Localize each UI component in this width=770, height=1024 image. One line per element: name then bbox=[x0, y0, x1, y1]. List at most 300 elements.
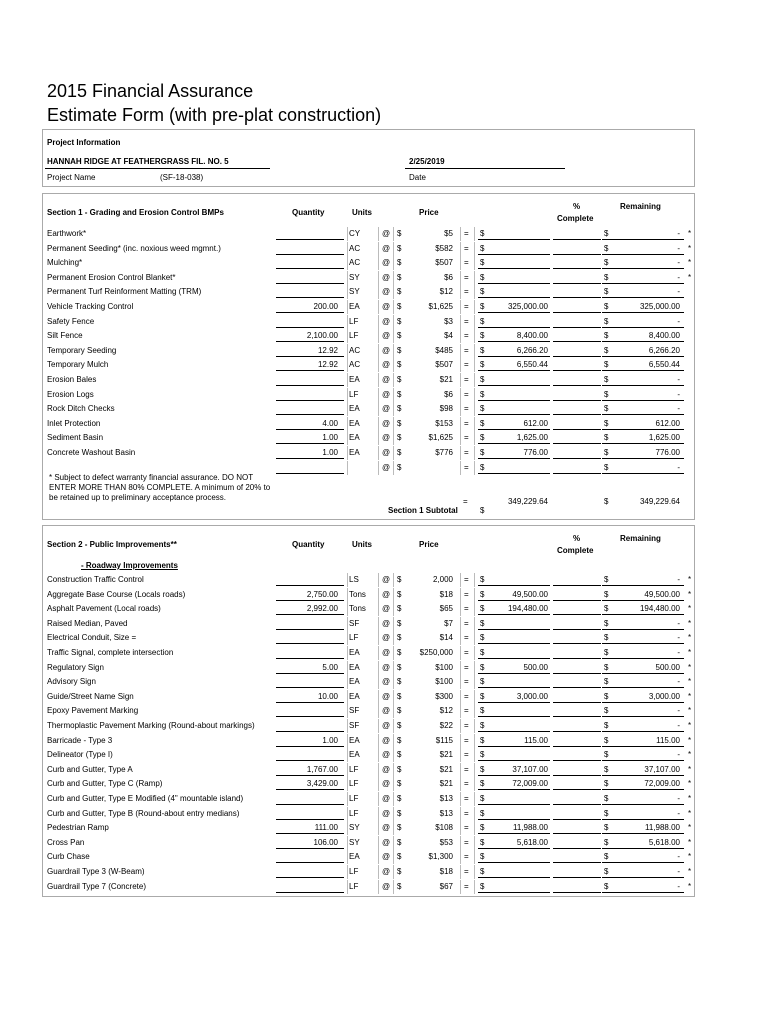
complete-field-line bbox=[553, 789, 601, 790]
row-item: Earthwork* bbox=[47, 229, 87, 238]
table-row bbox=[0, 573, 770, 587]
column-divider bbox=[347, 402, 348, 416]
row-item: Silt Fence bbox=[47, 331, 83, 341]
complete-field-line bbox=[553, 848, 601, 849]
row-remaining: 194,480.00 bbox=[639, 604, 680, 614]
total-field-line bbox=[478, 370, 550, 371]
row-item: Guardrail Type 7 (Concrete) bbox=[47, 881, 147, 891]
row-quantity: 1.00 bbox=[322, 448, 338, 457]
column-divider bbox=[393, 850, 394, 864]
at-symbol: @ bbox=[382, 735, 391, 745]
remaining-dollar: $ bbox=[604, 331, 609, 341]
row-remaining: 115.00 bbox=[656, 735, 680, 745]
row-star: * bbox=[688, 808, 692, 818]
column-divider bbox=[393, 763, 394, 777]
row-units: AC bbox=[349, 243, 361, 253]
price-dollar: $ bbox=[397, 735, 402, 745]
total-field-line bbox=[478, 414, 550, 415]
quantity-field-line bbox=[276, 775, 344, 776]
row-star: * bbox=[688, 691, 692, 701]
column-divider bbox=[460, 588, 461, 602]
at-symbol: @ bbox=[382, 229, 391, 238]
table-row bbox=[0, 646, 770, 660]
table-row bbox=[0, 661, 770, 675]
equals-symbol: = bbox=[464, 677, 469, 687]
project-date-label: Date bbox=[409, 173, 426, 182]
table-row bbox=[0, 242, 770, 256]
section1-col-quantity: Quantity bbox=[292, 208, 325, 217]
column-divider bbox=[460, 446, 461, 460]
column-divider bbox=[460, 719, 461, 733]
row-price: $13 bbox=[439, 808, 453, 818]
table-row bbox=[0, 256, 770, 270]
column-divider bbox=[378, 588, 379, 602]
complete-field-line bbox=[553, 746, 601, 747]
remaining-field-line bbox=[602, 585, 684, 586]
column-divider bbox=[474, 865, 475, 879]
equals-symbol: = bbox=[464, 272, 469, 282]
row-remaining: - bbox=[677, 808, 680, 818]
column-divider bbox=[474, 461, 475, 475]
row-remaining: - bbox=[677, 633, 680, 643]
quantity-field-line bbox=[276, 731, 344, 732]
section2-col-quantity: Quantity bbox=[292, 540, 325, 549]
total-field-line bbox=[478, 789, 550, 790]
row-item: Temporary Seeding bbox=[47, 345, 117, 355]
column-divider bbox=[347, 242, 348, 256]
column-divider bbox=[347, 850, 348, 864]
row-quantity: 12.92 bbox=[317, 360, 338, 370]
total-field-line bbox=[478, 327, 550, 328]
row-price: $7 bbox=[444, 618, 453, 628]
remaining-dollar: $ bbox=[604, 389, 609, 399]
row-price: $6 bbox=[444, 272, 453, 282]
column-divider bbox=[393, 690, 394, 704]
column-divider bbox=[474, 402, 475, 416]
column-divider bbox=[378, 315, 379, 329]
equals-symbol: = bbox=[464, 331, 469, 341]
equals-symbol: = bbox=[464, 589, 469, 599]
table-row bbox=[0, 675, 770, 689]
row-item: Aggregate Base Course (Locals roads) bbox=[47, 589, 186, 599]
at-symbol: @ bbox=[382, 302, 391, 311]
row-star: * bbox=[688, 272, 692, 282]
at-symbol: @ bbox=[382, 589, 391, 599]
column-divider bbox=[460, 431, 461, 445]
row-remaining: 325,000.00 bbox=[639, 302, 680, 311]
row-total: 1,625.00 bbox=[516, 433, 548, 443]
column-divider bbox=[393, 602, 394, 616]
row-star: * bbox=[688, 589, 692, 599]
complete-field-line bbox=[553, 877, 601, 878]
row-remaining: - bbox=[677, 272, 680, 282]
column-divider bbox=[474, 748, 475, 762]
price-dollar: $ bbox=[397, 302, 402, 311]
column-divider bbox=[393, 344, 394, 358]
total-dollar: $ bbox=[480, 418, 485, 428]
remaining-dollar: $ bbox=[604, 823, 609, 833]
row-units: SF bbox=[349, 721, 360, 730]
quantity-field-line bbox=[276, 283, 344, 284]
column-divider bbox=[378, 242, 379, 256]
column-divider bbox=[474, 704, 475, 718]
remaining-dollar: $ bbox=[604, 258, 609, 268]
column-divider bbox=[393, 315, 394, 329]
row-total: 325,000.00 bbox=[507, 302, 548, 311]
column-divider bbox=[393, 373, 394, 387]
row-item: Traffic Signal, complete intersection bbox=[47, 648, 174, 657]
total-dollar: $ bbox=[480, 389, 485, 399]
total-field-line bbox=[478, 268, 550, 269]
column-divider bbox=[460, 417, 461, 431]
remaining-dollar: $ bbox=[604, 881, 609, 891]
row-total: 49,500.00 bbox=[512, 589, 548, 599]
total-dollar: $ bbox=[480, 721, 485, 730]
equals-symbol: = bbox=[464, 462, 469, 472]
column-divider bbox=[393, 734, 394, 748]
section2-col-complete: Complete bbox=[557, 546, 594, 555]
row-price: $507 bbox=[435, 360, 453, 370]
row-item: Regulatory Sign bbox=[47, 662, 104, 672]
remaining-field-line bbox=[602, 848, 684, 849]
column-divider bbox=[393, 300, 394, 314]
complete-field-line bbox=[553, 443, 601, 444]
row-quantity: 200.00 bbox=[313, 302, 338, 311]
row-price: $67 bbox=[439, 881, 453, 891]
row-item: Curb and Gutter, Type A bbox=[47, 764, 133, 774]
remaining-field-line bbox=[602, 370, 684, 371]
at-symbol: @ bbox=[382, 764, 391, 774]
quantity-field-line bbox=[276, 312, 344, 313]
total-dollar: $ bbox=[480, 462, 485, 472]
remaining-dollar: $ bbox=[604, 618, 609, 628]
remaining-field-line bbox=[602, 819, 684, 820]
column-divider bbox=[460, 388, 461, 402]
total-dollar: $ bbox=[480, 779, 485, 789]
table-row bbox=[0, 880, 770, 894]
column-divider bbox=[474, 388, 475, 402]
at-symbol: @ bbox=[382, 331, 391, 341]
total-field-line bbox=[478, 297, 550, 298]
row-star: * bbox=[688, 618, 692, 628]
total-field-line bbox=[478, 356, 550, 357]
total-dollar: $ bbox=[480, 258, 485, 268]
row-item: Pedestrian Ramp bbox=[47, 823, 109, 833]
remaining-dollar: $ bbox=[604, 272, 609, 282]
remaining-field-line bbox=[602, 283, 684, 284]
complete-field-line bbox=[553, 356, 601, 357]
row-quantity: 10.00 bbox=[317, 691, 338, 701]
equals-symbol: = bbox=[464, 258, 469, 268]
column-divider bbox=[378, 602, 379, 616]
price-dollar: $ bbox=[397, 462, 402, 472]
row-price: $582 bbox=[435, 243, 453, 253]
column-divider bbox=[460, 256, 461, 270]
row-units: EA bbox=[349, 448, 360, 457]
row-units: LF bbox=[349, 794, 359, 803]
column-divider bbox=[378, 431, 379, 445]
at-symbol: @ bbox=[382, 794, 391, 803]
column-divider bbox=[347, 373, 348, 387]
column-divider bbox=[347, 748, 348, 762]
remaining-dollar: $ bbox=[604, 360, 609, 370]
project-date-value: 2/25/2019 bbox=[409, 157, 445, 166]
column-divider bbox=[474, 675, 475, 689]
row-price: $115 bbox=[435, 735, 453, 745]
quantity-field-line bbox=[276, 254, 344, 255]
equals-symbol: = bbox=[464, 867, 469, 876]
quantity-field-line bbox=[276, 833, 344, 834]
row-star: * bbox=[688, 633, 692, 643]
quantity-field-line bbox=[276, 458, 344, 459]
row-units: LF bbox=[349, 779, 359, 789]
column-divider bbox=[393, 719, 394, 733]
quantity-field-line bbox=[276, 746, 344, 747]
row-units: Tons bbox=[349, 589, 366, 599]
quantity-field-line bbox=[276, 414, 344, 415]
total-field-line bbox=[478, 473, 550, 474]
column-divider bbox=[378, 865, 379, 879]
row-total: 11,988.00 bbox=[513, 823, 548, 833]
price-dollar: $ bbox=[397, 360, 402, 370]
column-divider bbox=[474, 690, 475, 704]
total-field-line bbox=[478, 458, 550, 459]
row-price: $65 bbox=[439, 604, 453, 614]
equals-symbol: = bbox=[464, 375, 469, 384]
total-field-line bbox=[478, 400, 550, 401]
remaining-dollar: $ bbox=[604, 691, 609, 701]
complete-field-line bbox=[553, 385, 601, 386]
row-remaining: 612.00 bbox=[655, 418, 680, 428]
row-units: CY bbox=[349, 229, 361, 238]
total-field-line bbox=[478, 862, 550, 863]
total-field-line bbox=[478, 804, 550, 805]
column-divider bbox=[347, 836, 348, 850]
quantity-field-line bbox=[276, 862, 344, 863]
column-divider bbox=[474, 763, 475, 777]
column-divider bbox=[393, 358, 394, 372]
column-divider bbox=[378, 388, 379, 402]
at-symbol: @ bbox=[382, 867, 391, 876]
at-symbol: @ bbox=[382, 837, 391, 847]
row-item: Temporary Mulch bbox=[47, 360, 109, 370]
column-divider bbox=[347, 617, 348, 631]
table-row bbox=[0, 431, 770, 445]
row-remaining: - bbox=[677, 852, 680, 862]
total-field-line bbox=[478, 673, 550, 674]
remaining-field-line bbox=[602, 804, 684, 805]
remaining-field-line bbox=[602, 862, 684, 863]
quantity-field-line bbox=[276, 673, 344, 674]
equals-symbol: = bbox=[464, 750, 469, 760]
total-field-line bbox=[478, 848, 550, 849]
row-price: $5 bbox=[444, 229, 453, 238]
row-price: $1,625 bbox=[428, 302, 453, 311]
column-divider bbox=[378, 285, 379, 299]
row-remaining: - bbox=[677, 375, 680, 384]
row-quantity: 3,429.00 bbox=[306, 779, 338, 789]
equals-symbol: = bbox=[464, 618, 469, 628]
row-star: * bbox=[688, 648, 692, 657]
complete-field-line bbox=[553, 268, 601, 269]
table-row bbox=[0, 821, 770, 835]
column-divider bbox=[460, 631, 461, 645]
column-divider bbox=[393, 792, 394, 806]
quantity-field-line bbox=[276, 702, 344, 703]
row-item: Cross Pan bbox=[47, 837, 85, 847]
row-item: Erosion Logs bbox=[47, 389, 94, 399]
row-units: EA bbox=[349, 677, 360, 687]
row-units: Tons bbox=[349, 604, 366, 614]
row-remaining: - bbox=[677, 389, 680, 399]
total-field-line bbox=[478, 833, 550, 834]
price-dollar: $ bbox=[397, 243, 402, 253]
column-divider bbox=[347, 602, 348, 616]
row-item: Curb Chase bbox=[47, 852, 90, 862]
row-quantity: 2,992.00 bbox=[306, 604, 338, 614]
price-dollar: $ bbox=[397, 691, 402, 701]
column-divider bbox=[347, 227, 348, 241]
remaining-dollar: $ bbox=[604, 779, 609, 789]
column-divider bbox=[474, 242, 475, 256]
table-row bbox=[0, 631, 770, 645]
total-field-line bbox=[478, 239, 550, 240]
row-quantity: 4.00 bbox=[322, 418, 338, 428]
row-price: $485 bbox=[435, 345, 453, 355]
at-symbol: @ bbox=[382, 462, 391, 472]
column-divider bbox=[347, 704, 348, 718]
row-star: * bbox=[688, 662, 692, 672]
column-divider bbox=[347, 719, 348, 733]
column-divider bbox=[393, 821, 394, 835]
row-price: $21 bbox=[439, 764, 453, 774]
total-dollar: $ bbox=[480, 331, 485, 341]
complete-field-line bbox=[553, 585, 601, 586]
row-price: $53 bbox=[439, 837, 453, 847]
quantity-field-line bbox=[276, 716, 344, 717]
column-divider bbox=[347, 285, 348, 299]
quantity-field-line bbox=[276, 585, 344, 586]
quantity-field-line bbox=[276, 804, 344, 805]
row-total: 500.00 bbox=[523, 662, 548, 672]
quantity-field-line bbox=[276, 327, 344, 328]
complete-field-line bbox=[553, 804, 601, 805]
remaining-field-line bbox=[602, 327, 684, 328]
row-item: Raised Median, Paved bbox=[47, 618, 128, 628]
total-dollar: $ bbox=[480, 852, 485, 862]
row-item: Sediment Basin bbox=[47, 433, 104, 443]
remaining-dollar: $ bbox=[604, 662, 609, 672]
quantity-field-line bbox=[276, 429, 344, 430]
price-dollar: $ bbox=[397, 229, 402, 238]
remaining-dollar: $ bbox=[604, 837, 609, 847]
quantity-field-line bbox=[276, 629, 344, 630]
price-dollar: $ bbox=[397, 604, 402, 614]
total-dollar: $ bbox=[480, 823, 485, 833]
row-price: $153 bbox=[435, 418, 453, 428]
row-units: LF bbox=[349, 316, 359, 326]
column-divider bbox=[378, 329, 379, 343]
total-field-line bbox=[478, 702, 550, 703]
equals-symbol: = bbox=[464, 404, 469, 414]
column-divider bbox=[460, 850, 461, 864]
total-field-line bbox=[478, 760, 550, 761]
complete-field-line bbox=[553, 458, 601, 459]
project-name-underline bbox=[45, 168, 270, 169]
complete-field-line bbox=[553, 673, 601, 674]
row-item: Thermoplastic Pavement Marking (Round-about markings) bbox=[47, 721, 255, 730]
row-price: $18 bbox=[439, 589, 453, 599]
column-divider bbox=[460, 748, 461, 762]
total-dollar: $ bbox=[480, 648, 485, 657]
remaining-dollar: $ bbox=[604, 418, 609, 428]
row-units: LF bbox=[349, 881, 359, 891]
column-divider bbox=[378, 402, 379, 416]
row-remaining: 11,988.00 bbox=[645, 823, 680, 833]
table-row bbox=[0, 850, 770, 864]
at-symbol: @ bbox=[382, 691, 391, 701]
price-dollar: $ bbox=[397, 331, 402, 341]
row-item: Curb and Gutter, Type E Modified (4" mountable island) bbox=[47, 794, 244, 803]
at-symbol: @ bbox=[382, 779, 391, 789]
remaining-field-line bbox=[602, 600, 684, 601]
column-divider bbox=[474, 821, 475, 835]
column-divider bbox=[460, 763, 461, 777]
column-divider bbox=[460, 777, 461, 791]
column-divider bbox=[460, 704, 461, 718]
column-divider bbox=[393, 431, 394, 445]
column-divider bbox=[460, 461, 461, 475]
equals-symbol: = bbox=[464, 808, 469, 818]
equals-symbol: = bbox=[464, 852, 469, 862]
row-quantity: 106.00 bbox=[313, 837, 338, 847]
price-dollar: $ bbox=[397, 618, 402, 628]
column-divider bbox=[474, 285, 475, 299]
row-star: * bbox=[688, 735, 692, 745]
column-divider bbox=[347, 588, 348, 602]
row-item: Electrical Conduit, Size = bbox=[47, 633, 137, 643]
equals-symbol: = bbox=[464, 794, 469, 803]
row-remaining: 49,500.00 bbox=[644, 589, 680, 599]
price-dollar: $ bbox=[397, 589, 402, 599]
total-field-line bbox=[478, 746, 550, 747]
remaining-field-line bbox=[602, 760, 684, 761]
at-symbol: @ bbox=[382, 633, 391, 643]
total-field-line bbox=[478, 629, 550, 630]
section2-col-remaining: Remaining bbox=[620, 534, 661, 543]
row-remaining: 1,625.00 bbox=[648, 433, 680, 443]
project-name-value: HANNAH RIDGE AT FEATHERGRASS FIL. NO. 5 bbox=[47, 157, 229, 166]
column-divider bbox=[460, 373, 461, 387]
column-divider bbox=[393, 661, 394, 675]
row-star: * bbox=[688, 721, 692, 730]
column-divider bbox=[378, 792, 379, 806]
section1-col-percent: % bbox=[573, 202, 581, 211]
column-divider bbox=[474, 792, 475, 806]
column-divider bbox=[347, 646, 348, 660]
remaining-dollar: $ bbox=[604, 433, 609, 443]
remaining-dollar: $ bbox=[604, 764, 609, 774]
column-divider bbox=[378, 446, 379, 460]
project-date-underline bbox=[405, 168, 565, 169]
row-remaining: - bbox=[677, 706, 680, 716]
row-units: LF bbox=[349, 764, 359, 774]
column-divider bbox=[474, 617, 475, 631]
column-divider bbox=[460, 329, 461, 343]
quantity-field-line bbox=[276, 643, 344, 644]
remaining-field-line bbox=[602, 629, 684, 630]
equals-symbol: = bbox=[464, 823, 469, 833]
